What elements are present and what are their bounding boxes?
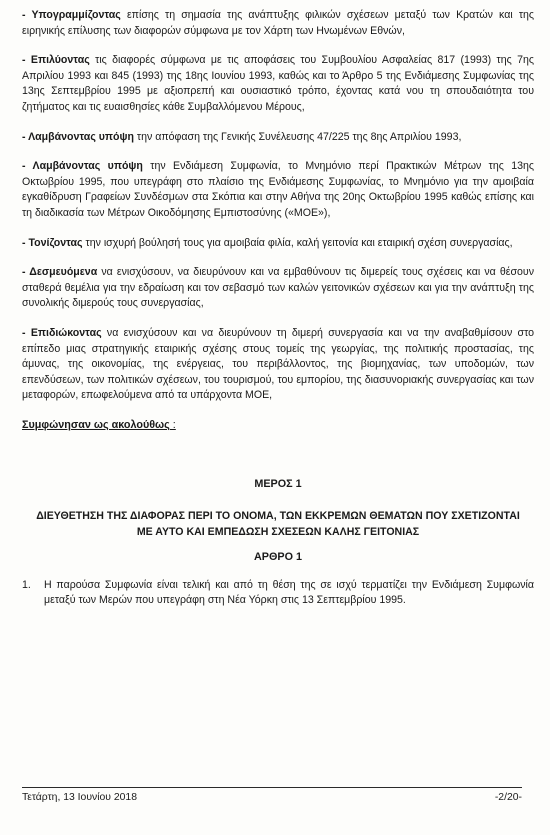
paragraph-lead: - Υπογραμμίζοντας (22, 9, 121, 21)
preamble-paragraph (22, 8, 534, 39)
preamble-paragraph (22, 265, 534, 312)
paragraph-lead: - Επιδιώκοντας (22, 326, 102, 339)
paragraph-text: επίσης τη σημασία της ανάπτυξης φιλικών σχέσεων μεταξύ των Κρατών και της ειρηνικής επίλυσης των διαφορών σύμφωνα με τον Χάρτη των Ηνωμένων Εθνών, (22, 9, 535, 37)
footer-divider (22, 787, 522, 788)
agreed-text: Συμφώνησαν ως ακολούθως (22, 418, 170, 431)
footer-date: Τετάρτη, 13 Ιουνίου 2018 (22, 792, 137, 803)
agreed-heading (22, 418, 534, 434)
paragraph-text: τις διαφορές σύμφωνα με τις αποφάσεις του Συμβουλίου Ασφαλείας 817 (1993) της 7ης Απριλίου 1993 και 845 (1993) της 18ης Ιουνίου 1993, καθώς και το Άρθρο 5 της Ενδιάμεσης Συμφωνίας της 13ης Σεπτεμβρίου 1995 με αξιοπρεπή και ουσιαστικό τρόπο, έχοντας κατά νου τη σπουδαιότητα του ζητήματος και τις ευαισθησίες κάθε Συμβαλλόμενου Μέρους, (22, 54, 534, 113)
clause-number: 1. (22, 578, 31, 591)
preamble-paragraph (22, 53, 534, 115)
preamble-paragraph (22, 159, 534, 221)
paragraph-lead: - Λαμβάνοντας υπόψη (22, 160, 143, 173)
preamble-paragraph (22, 236, 534, 252)
paragraph-lead: - Επιλύοντας (22, 54, 90, 67)
page-number: -2/20- (494, 792, 522, 803)
paragraph-text: την απόφαση της Γενικής Συνέλευσης 47/225 της 8ης Απριλίου 1993, (133, 130, 462, 143)
paragraph-text: να ενισχύσουν και να διευρύνουν τη διμερή συνεργασία και να την αναβαθμίσουν στο επίπεδο μιας στρατηγικής εταιρικής σχέσης στους τομείς της γεωργίας, της πολιτικής προστασίας, της άμυνας, της οικονομίας, της ενέργειας, του περιβάλλοντος, της βιομηχανίας, των υποδομών, των επενδύσεων, των πολιτικών σχέσεων, του τουρισμού, του εμπορίου, της διασυνοριακής συνεργασίας και των μεταφορών, επωφελούμενα από τα υπάρχοντα ΜΟΕ, (22, 326, 535, 402)
paragraph-lead: - Δεσμευόμενα (22, 266, 98, 279)
paragraph-lead: - Λαμβάνοντας υπόψη (22, 130, 134, 143)
paragraph-text: να ενισχύσουν, να διευρύνουν και να εμβαθύνουν τις διμερείς τους σχέσεις και να θέσουν σταθερά θεμέλια για την εδραίωση και τον σεβασμό των καλών γειτονικών σχέσεων και για την ανάπτυξη της συνολικής διμερούς τους συνεργασίας, (22, 266, 535, 310)
preamble-paragraph (22, 130, 534, 146)
article-title: ΑΡΘΡΟ 1 (253, 551, 302, 564)
article-clause (22, 578, 534, 609)
paragraph-text: την Ενδιάμεση Συμφωνία, το Μνημόνιο περί Πρακτικών Μέτρων της 13ης Οκτωβρίου 1995, που υπεγράφη στο πλαίσιο της Ενδιάμεσης Συμφωνίας, το Μνημόνιο για την αμοιβαία εγκαθίδρυση Γραφείων Συνδέσμων στα Σκόπια και στην Αθήνα της 20ης Οκτωβρίου 1995 καθώς επίσης και τη διαδικασία των Μέτρων Οικοδόμησης Εμπιστοσύνης («ΜΟΕ»), (22, 160, 535, 219)
page-footer (22, 792, 522, 803)
preamble-paragraph (22, 326, 534, 404)
document-body (22, 8, 534, 609)
section-title: ΔΙΕΥΘΕΤΗΣΗ ΤΗΣ ΔΙΑΦΟΡΑΣ ΠΕΡΙ ΤΟ ΟΝΟΜΑ, ΤΩΝ ΕΚΚΡΕΜΩΝ ΘΕΜΑΤΩΝ ΠΟΥ ΣΧΕΤΙΖΟΝΤΑΙ ΜΕ ΑΥΤΟ ΚΑΙ ΕΜΠΕΔΩΣΗ ΣΧΕΣΕΩΝ ΚΑΛΗΣ ΓΕΙΤΟΝΙΑΣ (36, 510, 520, 538)
clause-text: Η παρούσα Συμφωνία είναι τελική και από τη θέση της σε ισχύ τερματίζει την Ενδιάμεση Συμφωνία μεταξύ των Μερών που υπεγράφη στη Νέα Υόρκη στις 13 Σεπτεμβρίου 1995. (44, 578, 534, 607)
agreed-colon: : (169, 418, 176, 431)
part-title: ΜΕΡΟΣ 1 (254, 478, 302, 491)
paragraph-lead: - Τονίζοντας (22, 236, 83, 249)
paragraph-text: την ισχυρή βούλησή τους για αμοιβαία φιλία, καλή γειτονία και εταιρική σχέση συνεργασίας, (82, 236, 513, 249)
